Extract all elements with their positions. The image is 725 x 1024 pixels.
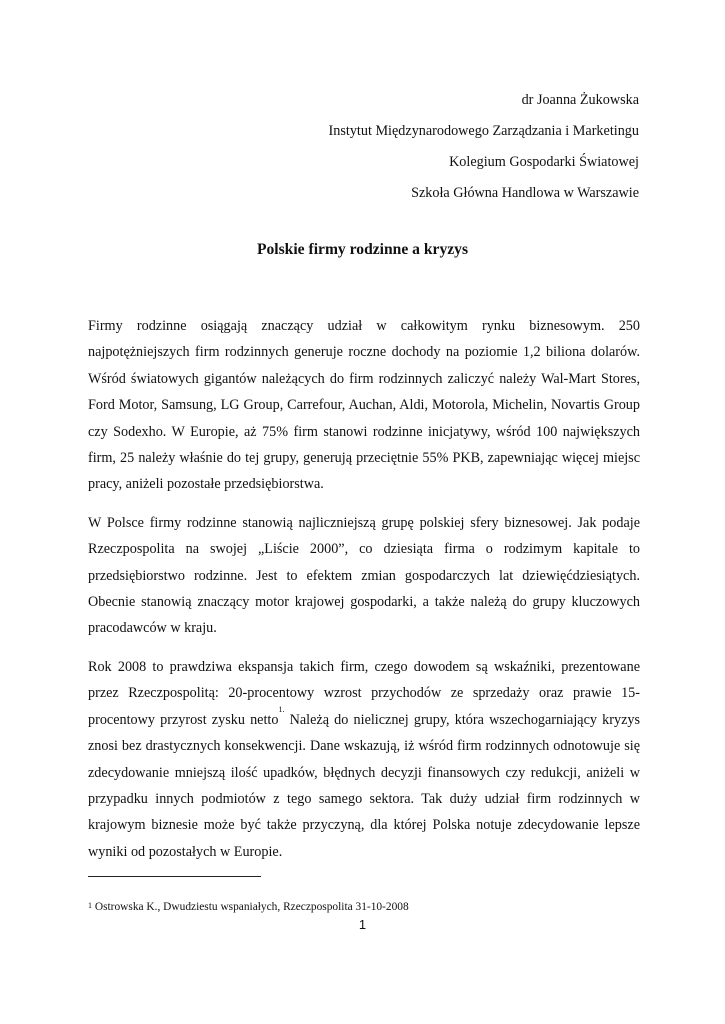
author-block — [329, 85, 639, 209]
author-name: dr Joanna Żukowska — [521, 92, 639, 108]
footnote — [88, 901, 409, 913]
document-title: Polskie firmy rodzinne a kryzys — [256, 241, 469, 258]
author-institute: Instytut Międzynarodowego Zarządzania i Marketingu — [328, 123, 639, 139]
author-school: Szkoła Główna Handlowa w Warszawie — [411, 185, 639, 201]
footnote-reference[interactable]: 1. — [278, 704, 285, 714]
paragraph-3 — [88, 654, 640, 865]
paragraph-3-text-after: Należą do nielicznej grupy, która wszechogarniający kryzys znosi bez drastycznych konsekwencji. Dane wskazują, iż wśród firm rodzinnych odnotowuje się zdecydowanie mniejszą ilość upadków, błędnych decyzji finansowych czy redukcji, aniżeli w przypadku innych podmiotów z tego samego sektora. Tak duży udział firm rodzinnych w krajowym biznesie może być także przyczyną, dla której Polska notuje zdecydowanie lepsze wyniki od pozostałych w Europie. — [88, 711, 640, 860]
footnote-text: Ostrowska K., Dwudziestu wspaniałych, Rzeczpospolita 31-10-2008 — [92, 901, 409, 913]
paragraph-2: W Polsce firmy rodzinne stanowią najliczniejszą grupę polskiej sfery biznesowej. Jak podaje Rzeczpospolita na swojej „Liście 2000”, co dziesiąta firma o rodzimym kapitale to przedsiębiorstwo rodzinne. Jest to efektem zmian gospodarczych lat dziewięćdziesiątych. Obecnie stanowią znaczący motor krajowej gospodarki, a także należą do grupy kluczowych pracodawców w kraju. — [88, 514, 640, 637]
footnote-separator — [88, 876, 261, 877]
paragraph-3-text-before: Rok 2008 to prawdziwa ekspansja takich firm, czego dowodem są wskaźniki, prezentowane przez Rzeczpospolitą: 20-procentowy wzrost przychodów ze sprzedaży oraz prawie 15-procentowy przyrost zysku netto — [88, 658, 640, 728]
footnote-number: 1 — [88, 901, 92, 910]
page-number: 1 — [358, 917, 367, 932]
author-college: Kolegium Gospodarki Światowej — [449, 154, 639, 170]
paragraph-1: Firmy rodzinne osiągają znaczący udział w całkowitym rynku biznesowym. 250 najpotężniejszych firm rodzinnych generuje roczne dochody na poziomie 1,2 biliona dolarów. Wśród światowych gigantów należących do firm rodzinnych zaliczyć należy Wal-Mart Stores, Ford Motor, Samsung, LG Group, Carrefour, Auchan, Aldi, Motorola, Michelin, Novartis Group czy Sodexho. W Europie, aż 75% firm stanowi rodzinne inicjatywy, wśród 100 największych firm, 25 należy właśnie do tej grupy, generują przeciętnie 55% PKB, zapewniając więcej miejsc pracy, aniżeli pozostałe przedsiębiorstwa. — [88, 318, 640, 493]
document-body — [88, 313, 640, 877]
